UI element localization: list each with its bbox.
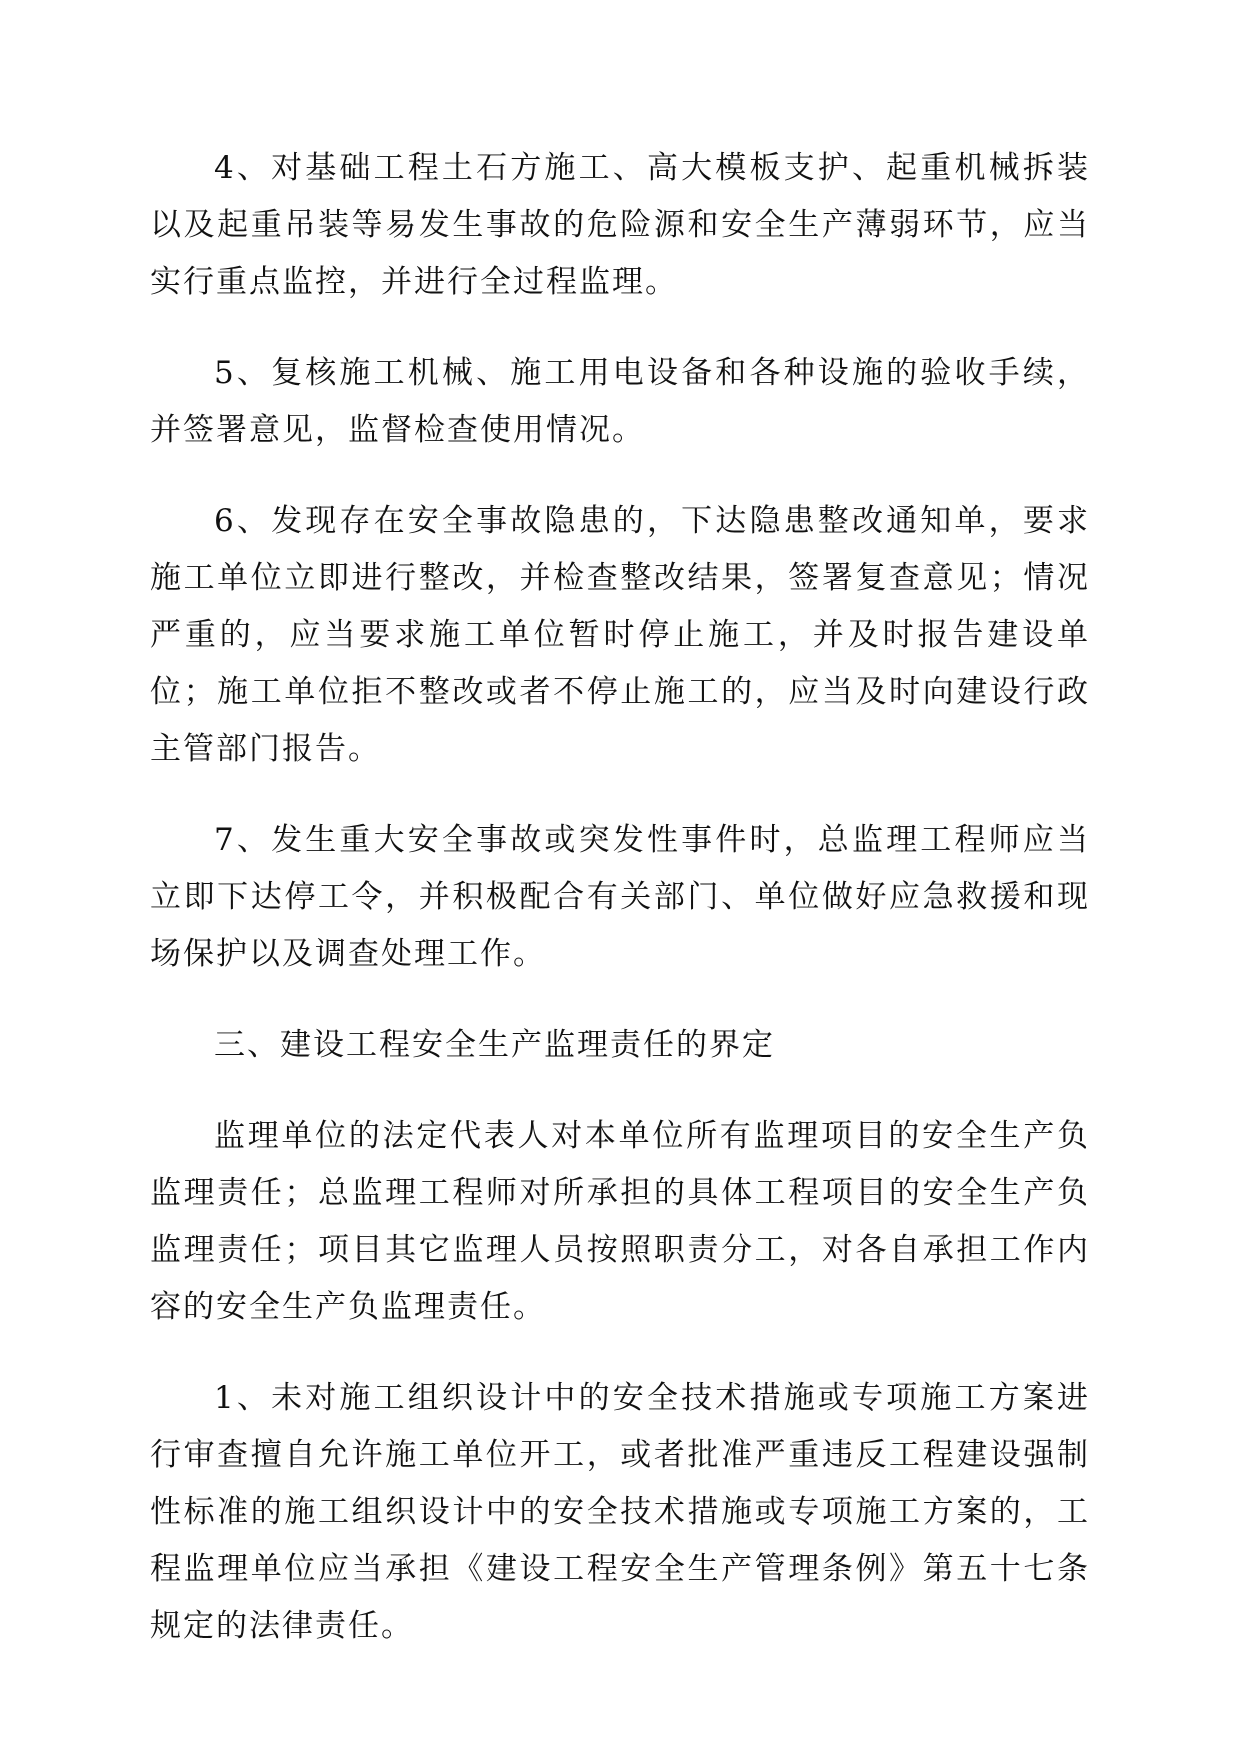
paragraph-item-4: 4、对基础工程土石方施工、高大模板支护、起重机械拆装以及起重吊装等易发生事故的危险源和安全生产薄弱环节，应当实行重点监控，并进行全过程监理。 bbox=[150, 150, 1090, 300]
section-intro-paragraph: 监理单位的法定代表人对本单位所有监理项目的安全生产负监理责任；总监理工程师对所承担的具体工程项目的安全生产负监理责任；项目其它监理人员按照职责分工，对各自承担工作内容的安全生产负监理责任。 bbox=[150, 1118, 1090, 1325]
paragraph-item-1: 1、未对施工组织设计中的安全技术措施或专项施工方案进行审查擅自允许施工单位开工，或者批准严重违反工程建设强制性标准的施工组织设计中的安全技术措施或专项施工方案的，工程监理单位应当承担《建设工程安全生产管理条例》第五十七条规定的法律责任。 bbox=[150, 1380, 1090, 1644]
paragraph-item-6: 6、发现存在安全事故隐患的，下达隐患整改通知单，要求施工单位立即进行整改，并检查整改结果，签署复查意见；情况严重的，应当要求施工单位暂时停止施工，并及时报告建设单位；施工单位拒不整改或者不停止施工的，应当及时向建设行政主管部门报告。 bbox=[150, 503, 1090, 767]
paragraph-item-5: 5、复核施工机械、施工用电设备和各种设施的验收手续，并签署意见，监督检查使用情况。 bbox=[150, 355, 1090, 448]
paragraph-item-7: 7、发生重大安全事故或突发性事件时，总监理工程师应当立即下达停工令，并积极配合有关部门、单位做好应急救援和现场保护以及调查处理工作。 bbox=[150, 822, 1090, 972]
document-page bbox=[150, 140, 1090, 1689]
section-heading: 三、建设工程安全生产监理责任的界定 bbox=[214, 1027, 775, 1063]
